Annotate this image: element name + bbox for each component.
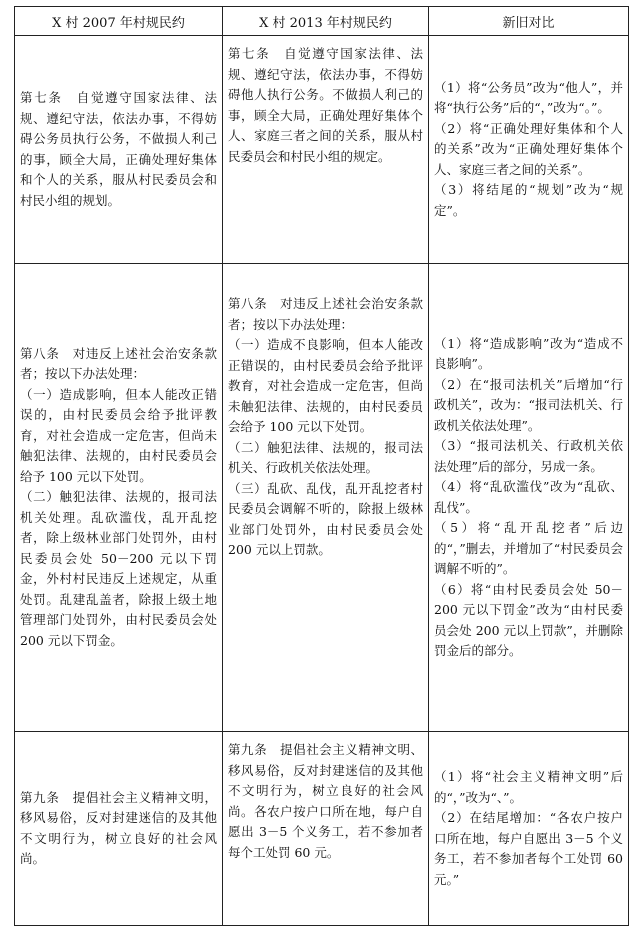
table-row-article-9 (15, 732, 629, 926)
paragraph: 第九条 提倡社会主义精神文明，移风易俗，反对封建迷信的及其他不文明行为，树立良好的社会风尚。 (20, 789, 217, 866)
paragraph: （6）将“由村民委员会处 50－200 元以下罚金”改为“由村民委员会处 200 元以上罚款”，并删除罚金后的部分。 (434, 581, 623, 658)
header-row (15, 7, 629, 36)
paragraph: （1）将“公务员”改为“他人”，并将“执行公务”后的“，”改为“。”。 (434, 79, 623, 116)
bylaw-comparison-table (14, 6, 629, 926)
paragraph: （2）在结尾增加：“各农户按户口所在地，每户自愿出 3－5 个义务工，若不参加者每个工处罚 60 元。” (434, 810, 623, 887)
paragraph: （1）将“社会主义精神文明”后的“，”改为“、”。 (434, 769, 623, 805)
paragraph: （3）将结尾的“规划”改为“规定”。 (434, 182, 623, 218)
paragraph: 第八条 对违反上述社会治安条款者；按以下办法处理： (228, 296, 423, 332)
paragraph: （2）在“报司法机关”后增加“行政机关”，改为：“报司法机关、行政机关依法处理”。 (434, 376, 623, 433)
paragraph: （3）“报司法机关、行政机关依法处理”后的部分，另成一条。 (434, 438, 623, 474)
cell-2013 (223, 732, 429, 926)
table-row-article-8 (15, 264, 629, 732)
cell-comparison (429, 36, 629, 264)
cell-2007 (15, 36, 223, 264)
paragraph: 第九条 提倡社会主义精神文明、移风易俗，反对封建迷信的及其他不文明行为，树立良好的社会风尚。各农户按户口所在地，每户自愿出 3－5 个义务工，若不参加者每个工处罚 60 元。 (228, 742, 423, 860)
paragraph: （二）触犯法律、法规的，报司法机关、行政机关依法处理。 (228, 439, 423, 475)
comparison-document (14, 6, 628, 926)
paragraph: （三）乱砍、乱伐，乱开乱挖者村民委员会调解不听的，除报上级林业部门处罚外，由村民委员会处 200 元以上罚款。 (228, 480, 423, 557)
paragraph: （5）将“乱开乱挖者”后边的“，”删去，并增加了“村民委员会调解不听的”。 (434, 520, 623, 576)
paragraph: （1）将“造成影响”改为“造成不良影响”。 (434, 335, 623, 371)
paragraph: （一）造成不良影响，但本人能改正错误的，由村民委员会给予批评教育，对社会造成一定危害，但尚未触犯法律、法规的，由村民委员会给予 100 元以下处罚。 (228, 337, 423, 434)
header-comparison: 新旧对比 (429, 7, 629, 36)
paragraph: （一）造成影响，但本人能改正错误的，由村民委员会给予批评教育，对社会造成一定危害，但尚未触犯法律、法规的，由村民委员会给予 100 元以下处罚。 (20, 386, 217, 484)
cell-comparison (429, 264, 629, 732)
paragraph: （2）将“正确处理好集体和个人的关系”改为“正确处理好集体个人、家庭三者之间的关系”。 (434, 120, 623, 177)
cell-2007 (15, 264, 223, 732)
paragraph: 第七条 自觉遵守国家法律、法规、遵纪守法，依法办事，不得妨碍他人执行公务。不做损人利己的事，顾全大局，正确处理好集体个人、家庭三者之间的关系，服从村民委员会和村民小组的规定。 (228, 46, 423, 164)
cell-2013 (223, 36, 429, 264)
paragraph: 第七条 自觉遵守国家法律、法规、遵纪守法，依法办事，不得妨碍公务员执行公务，不做损人利己的事，顾全大局，正确处理好集体和个人的关系，服从村民委员会和村民小组的规划。 (20, 90, 217, 208)
paragraph: （二）触犯法律、法规的，报司法机关处理。乱砍滥伐，乱开乱挖者，除上级林业部门处罚外，由村民委员会处 50－200 元以下罚金，外村村民违反上述规定，从重处罚。乱建乱盖者，除报上级土地管理部门处罚外，由村民委员会处 200 元以下罚金。 (20, 489, 217, 648)
header-2007: X 村 2007 年村规民约 (15, 7, 223, 36)
table-row-article-7 (15, 36, 629, 264)
header-2013: X 村 2013 年村规民约 (223, 7, 429, 36)
paragraph: （4）将“乱砍滥伐”改为“乱砍、乱伐”。 (434, 479, 623, 515)
paragraph: 第八条 对违反上述社会治安条款者；按以下办法处理： (20, 345, 217, 382)
cell-comparison (429, 732, 629, 926)
cell-2007 (15, 732, 223, 926)
cell-2013 (223, 264, 429, 732)
